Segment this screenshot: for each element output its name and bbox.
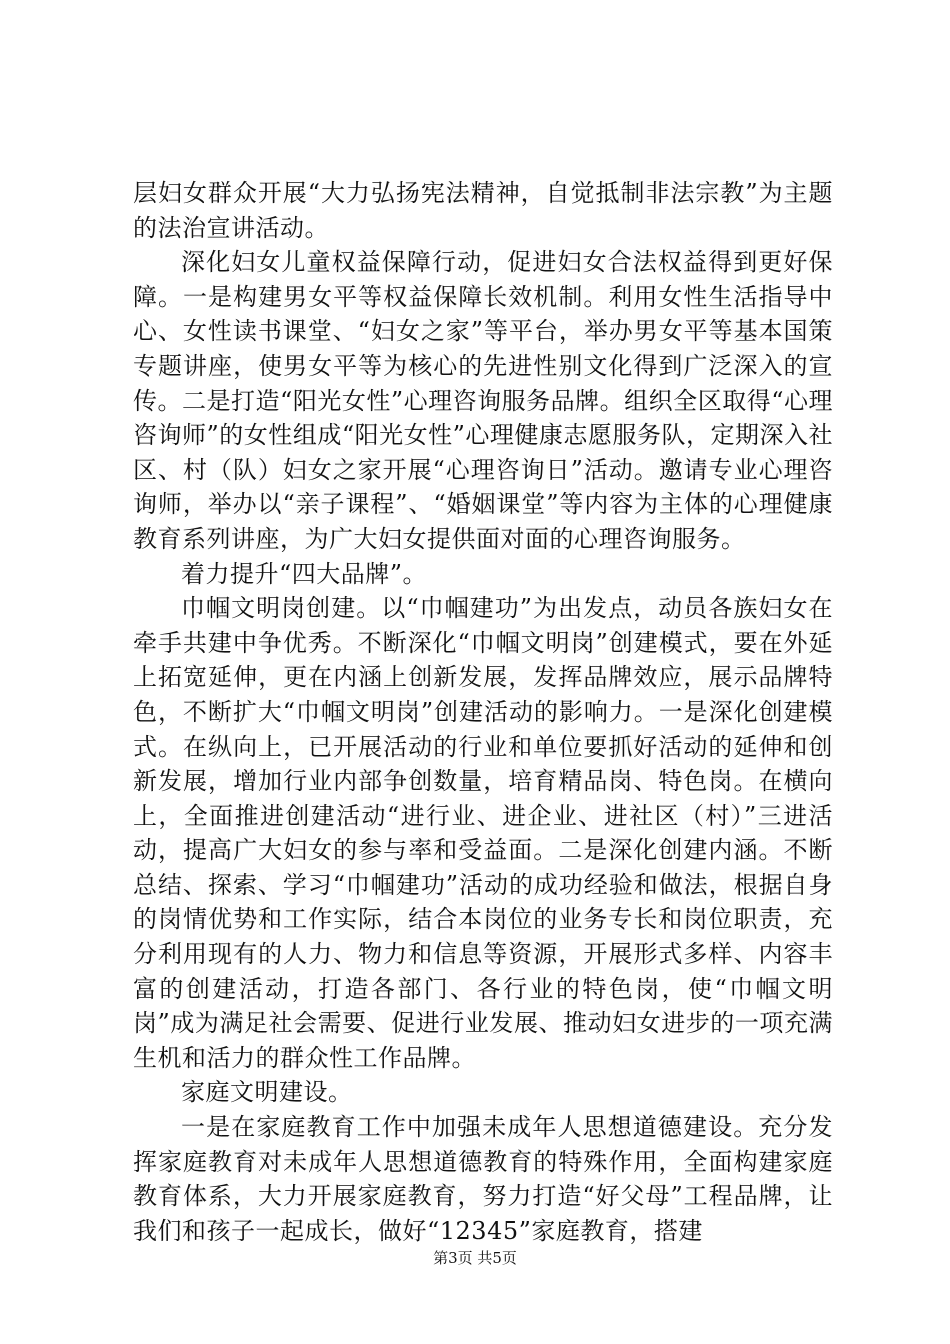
paragraph-4: 巾帼文明岗创建。以“巾帼建功”为出发点，动员各族妇女在牵手共建中争优秀。不断深化“巾帼文明岗”创建模式，要在外延上拓宽延伸，更在内涵上创新发展，发挥品牌效应，展示品牌特色，不断扩大“巾帼文明岗”创建活动的影响力。一是深化创建模式。在纵向上，已开展活动的行业和单位要抓好活动的延伸和创新发展，增加行业内部争创数量，培育精品岗、特色岗。在横向上，全面推进创建活动“进行业、进企业、进社区（村）”三进活动，提高广大妇女的参与率和受益面。二是深化创建内涵。不断总结、探索、学习“巾帼建功”活动的成功经验和做法，根据自身的岗情优势和工作实际，结合本岗位的业务专长和岗位职责，充分利用现有的人力、物力和信息等资源，开展形式多样、内容丰富的创建活动，打造各部门、各行业的特色岗，使“巾帼文明岗”成为满足社会需要、促进行业发展、推动妇女进步的一项充满生机和活力的群众性工作品牌。 [133, 594, 833, 1072]
page-footer: 第3页 共5页 [433, 1249, 517, 1267]
paragraph-2: 深化妇女儿童权益保障行动，促进妇女合法权益得到更好保障。一是构建男女平等权益保障长效机制。利用女性生活指导中心、女性读书课堂、“妇女之家”等平台，举办男女平等基本国策专题讲座，使男女平等为核心的先进性别文化得到广泛深入的宣传。二是打造“阳光女性”心理咨询服务品牌。组织全区取得“心理咨询师”的女性组成“阳光女性”心理健康志愿服务队，定期深入社区、村（队）妇女之家开展“心理咨询日”活动。邀请专业心理咨询师，举办以“亲子课程”、“婚姻课堂”等内容为主体的心理健康教育系列讲座，为广大妇女提供面对面的心理咨询服务。 [133, 248, 833, 553]
paragraph-5: 家庭文明建设。 [181, 1078, 353, 1107]
document-body [133, 176, 833, 1248]
paragraph-1: 层妇女群众开展“大力弘扬宪法精神，自觉抵制非法宗教”为主题的法治宣讲活动。 [133, 179, 833, 242]
paragraph-3: 着力提升“四大品牌”。 [181, 559, 428, 588]
paragraph-6: 一是在家庭教育工作中加强未成年人思想道德建设。充分发挥家庭教育对未成年人思想道德教育的特殊作用，全面构建家庭教育体系，大力开展家庭教育，努力打造“好父母”工程品牌，让我们和孩子一起成长，做好“12345”家庭教育，搭建 [133, 1113, 833, 1245]
